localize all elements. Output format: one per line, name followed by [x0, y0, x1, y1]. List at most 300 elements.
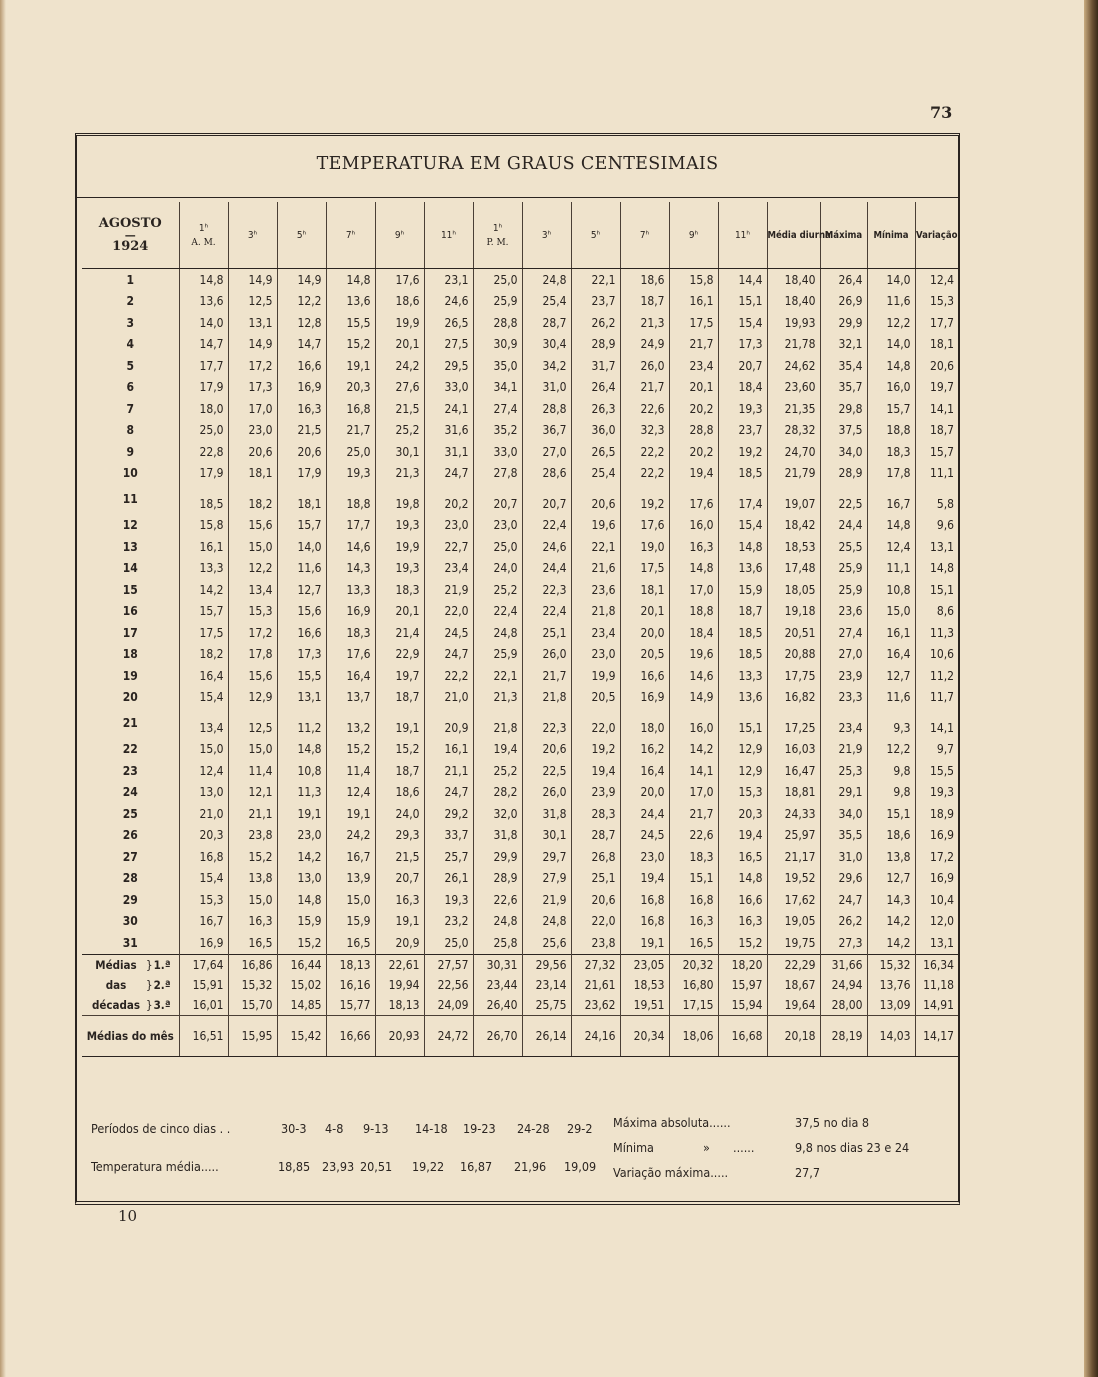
table-title: TEMPERATURA EM GRAUS CENTESIMAIS [316, 154, 719, 174]
table-cell: 29,6 [820, 868, 867, 890]
table-cell: 17,0 [669, 782, 718, 804]
hour-header-8 [522, 202, 571, 269]
table-cell: 21,8 [571, 601, 620, 623]
var-value: 27,7 [795, 1165, 821, 1180]
table-cell: 17,15 [669, 995, 718, 1016]
table-cell: 28,7 [522, 312, 571, 334]
table-cell: 21,3 [620, 312, 669, 334]
table-cell: 18,67 [767, 975, 820, 995]
table-cell: 31,8 [522, 803, 571, 825]
table-cell: 27 [122, 849, 138, 864]
table-cell: 20,51 [767, 622, 820, 644]
table-cell: 31,66 [820, 954, 867, 975]
table-cell: 21,35 [767, 398, 820, 420]
day-row [82, 708, 958, 739]
month-label: AGOSTO [98, 215, 162, 231]
table-cell: 16,47 [767, 760, 820, 782]
table-cell: 15,2 [228, 846, 277, 868]
table-cell: 17,4 [718, 484, 767, 515]
table-cell: 20,3 [179, 825, 228, 847]
table-cell: 29,8 [820, 398, 867, 420]
table-cell: 28,7 [571, 825, 620, 847]
table-cell: 20,34 [620, 1015, 669, 1056]
table-cell: 14,6 [669, 665, 718, 687]
table-cell: 26,70 [473, 1015, 522, 1056]
period-mean-temp: 20,51 [360, 1159, 393, 1174]
table-cell: 22,4 [522, 515, 571, 537]
table-cell: 28,6 [522, 463, 571, 485]
table-cell: 12,8 [277, 312, 326, 334]
table-cell: 14,8 [867, 515, 915, 537]
table-cell: 16,86 [228, 954, 277, 975]
table-cell: 21,6 [571, 558, 620, 580]
table-cell: 25,0 [326, 441, 375, 463]
table-cell: 24,8 [522, 269, 571, 291]
table-cell: 16,9 [915, 825, 958, 847]
table-cell: 19,4 [669, 463, 718, 485]
table-cell: 5 [126, 358, 134, 373]
media-diurna-header: Média diurna [767, 202, 820, 269]
day-row [82, 846, 958, 868]
table-cell: 16,8 [620, 911, 669, 933]
table-cell: 22,1 [571, 269, 620, 291]
table-cell: 20,3 [326, 377, 375, 399]
table-cell: 29,7 [522, 846, 571, 868]
table-cell: 14,9 [228, 269, 277, 291]
period-range: 4-8 [325, 1121, 344, 1136]
table-cell: 16,1 [424, 739, 473, 761]
table-cell: 18,13 [326, 954, 375, 975]
table-cell: 22,7 [424, 536, 473, 558]
table-cell: 19,1 [620, 932, 669, 954]
table-cell: 12,4 [179, 760, 228, 782]
table-cell: 35,5 [820, 825, 867, 847]
table-cell: 14,9 [228, 334, 277, 356]
table-cell: 15,2 [326, 739, 375, 761]
book-spine [1084, 0, 1098, 1377]
table-cell: 13,1 [915, 932, 958, 954]
table-cell: 24 [122, 785, 138, 800]
hour-header-9 [571, 202, 620, 269]
table-cell: 12,5 [228, 291, 277, 313]
period-mean-temp: 23,93 [322, 1159, 355, 1174]
table-cell: 5,8 [915, 484, 958, 515]
period-range: 9-13 [363, 1121, 389, 1136]
table-cell: 26,5 [571, 441, 620, 463]
table-cell: 10,8 [867, 579, 915, 601]
table-cell: 22,29 [767, 954, 820, 975]
table-cell: 24,70 [767, 441, 820, 463]
table-cell: 19,05 [767, 911, 820, 933]
table-cell: 20,7 [473, 484, 522, 515]
table-cell: 15,8 [179, 515, 228, 537]
table-cell: 15,1 [915, 579, 958, 601]
table-cell: 21,8 [473, 708, 522, 739]
table-cell: 21,5 [277, 420, 326, 442]
table-cell: 28,9 [571, 334, 620, 356]
table-cell: 25,9 [473, 644, 522, 666]
table-cell: 15,42 [277, 1015, 326, 1056]
table-cell: 23,44 [473, 975, 522, 995]
table-cell: 17,2 [228, 355, 277, 377]
table-cell: 14,8 [277, 739, 326, 761]
table-cell: 15,91 [179, 975, 228, 995]
table-cell: 21,79 [767, 463, 820, 485]
day-row [82, 558, 958, 580]
table-cell: 18,53 [767, 536, 820, 558]
table-cell: 26,9 [820, 291, 867, 313]
table-cell: 6 [126, 380, 134, 395]
table-cell: 24,4 [522, 558, 571, 580]
brace-mark: } [146, 977, 153, 992]
pm-label: P. M. [486, 237, 509, 248]
table-cell: 19,1 [277, 803, 326, 825]
day-row [82, 579, 958, 601]
table-cell: 35,4 [820, 355, 867, 377]
table-cell: 21,7 [522, 665, 571, 687]
table-cell: 28,9 [473, 868, 522, 890]
table-cell: 19,9 [571, 665, 620, 687]
hour-label: 11ʰ [734, 229, 751, 241]
table-cell: 12,1 [228, 782, 277, 804]
table-cell: 24,62 [767, 355, 820, 377]
table-cell: 12,2 [867, 739, 915, 761]
table-cell: 29,3 [375, 825, 424, 847]
table-cell: 27,0 [820, 644, 867, 666]
table-cell: 20,9 [424, 708, 473, 739]
hour-label: 7ʰ [639, 229, 650, 241]
table-cell: 14 [122, 561, 138, 576]
table-cell: 16,8 [620, 889, 669, 911]
table-cell: 24,09 [424, 995, 473, 1016]
table-cell: 15,1 [867, 803, 915, 825]
table-cell: 25,0 [473, 269, 522, 291]
hour-label: 7ʰ [345, 229, 356, 241]
month-dash: — [124, 228, 136, 242]
table-cell: 14,8 [326, 269, 375, 291]
table-cell: 15,0 [228, 536, 277, 558]
table-cell: 20,0 [620, 782, 669, 804]
table-cell: 11,3 [915, 622, 958, 644]
table-cell: 21,17 [767, 846, 820, 868]
table-cell: 16,8 [326, 398, 375, 420]
hour-label: 5ʰ [296, 229, 307, 241]
decade-label [82, 954, 179, 975]
table-cell: 24,0 [375, 803, 424, 825]
table-cell: 21,9 [424, 579, 473, 601]
table-cell: 21,4 [375, 622, 424, 644]
table-cell: 17,0 [669, 579, 718, 601]
periods-label: Períodos de cinco dias . . [91, 1121, 231, 1136]
day-row [82, 536, 958, 558]
table-cell: 19,7 [915, 377, 958, 399]
hour-label: 11ʰ [440, 229, 457, 241]
table-cell: 21,9 [522, 889, 571, 911]
table-frame [75, 133, 960, 1205]
table-cell: 19,6 [571, 515, 620, 537]
table-cell: 17,5 [620, 558, 669, 580]
table-cell: 14,6 [326, 536, 375, 558]
table-cell: 15,0 [179, 739, 228, 761]
table-cell: 20,6 [277, 441, 326, 463]
table-cell: 29,9 [820, 312, 867, 334]
table-cell: 14,9 [277, 269, 326, 291]
table-cell: 2 [126, 294, 134, 309]
day-row [82, 825, 958, 847]
table-cell: 15,9 [718, 579, 767, 601]
table-cell: 23,0 [228, 420, 277, 442]
table-cell: 9 [126, 444, 134, 459]
table-cell: 15,1 [669, 868, 718, 890]
table-cell: 22,2 [424, 665, 473, 687]
table-cell: 18,81 [767, 782, 820, 804]
table-cell: 21,0 [179, 803, 228, 825]
day-row [82, 515, 958, 537]
table-cell: 19,4 [473, 739, 522, 761]
day-row [82, 739, 958, 761]
table-cell: 26,1 [424, 868, 473, 890]
table-cell: 21,1 [424, 760, 473, 782]
table-cell: 17,8 [228, 644, 277, 666]
table-cell: 14,03 [867, 1015, 915, 1056]
table-cell: 25,8 [473, 932, 522, 954]
table-cell: 19,64 [767, 995, 820, 1016]
table-cell: 23,8 [571, 932, 620, 954]
table-cell: 18,3 [326, 622, 375, 644]
table-cell: 20,18 [767, 1015, 820, 1056]
table-cell: 15,3 [179, 889, 228, 911]
table-cell: 24,7 [424, 644, 473, 666]
decade-ordinal: 3.ª [153, 997, 171, 1012]
brace-mark: } [146, 957, 153, 972]
table-cell: 18,1 [277, 484, 326, 515]
table-cell: 14,2 [669, 739, 718, 761]
table-cell: 24,6 [424, 291, 473, 313]
table-cell: 15,2 [326, 334, 375, 356]
table-cell: 15,0 [228, 889, 277, 911]
table-cell: 14,3 [326, 558, 375, 580]
table-cell: 12,4 [867, 536, 915, 558]
minima-header: Mínima [867, 202, 915, 269]
table-cell: 22,0 [571, 911, 620, 933]
table-cell: 14,8 [277, 889, 326, 911]
table-cell: 13,8 [867, 846, 915, 868]
page-number: 73 [930, 103, 953, 122]
table-cell: 18,7 [718, 601, 767, 623]
day-row [82, 889, 958, 911]
table-cell: 26,8 [571, 846, 620, 868]
table-cell: 16,7 [326, 846, 375, 868]
table-cell: 21,9 [820, 739, 867, 761]
table-cell: 16,66 [326, 1015, 375, 1056]
min-label: Mínima [613, 1140, 654, 1155]
hour-header-1 [179, 202, 228, 269]
table-cell: 19,4 [620, 868, 669, 890]
table-cell: 22,56 [424, 975, 473, 995]
table-cell: 20,7 [718, 355, 767, 377]
table-cell: 13,2 [326, 708, 375, 739]
table-cell: 24,2 [375, 355, 424, 377]
table-cell: 25,0 [424, 932, 473, 954]
table-cell: 17,9 [179, 463, 228, 485]
table-cell: 17,25 [767, 708, 820, 739]
table-cell: 12,4 [915, 269, 958, 291]
table-cell: 30,1 [522, 825, 571, 847]
table-cell: 15,0 [867, 601, 915, 623]
table-cell: 11,1 [867, 558, 915, 580]
table-cell: 14,0 [867, 269, 915, 291]
table-cell: 13,1 [915, 536, 958, 558]
table-cell: 19,2 [718, 441, 767, 463]
table-cell: 31,7 [571, 355, 620, 377]
table-cell: 20 [122, 690, 138, 705]
table-cell: 16,5 [326, 932, 375, 954]
day-row [82, 420, 958, 442]
table-cell: 13,76 [867, 975, 915, 995]
table-cell: 21,8 [522, 687, 571, 709]
table-cell: 16,3 [277, 398, 326, 420]
table-cell: 13,7 [326, 687, 375, 709]
table-cell: 16,6 [277, 622, 326, 644]
table-cell: 14,1 [915, 708, 958, 739]
table-cell: 16,16 [326, 975, 375, 995]
table-cell: 35,0 [473, 355, 522, 377]
table-cell: 18,5 [718, 644, 767, 666]
table-cell: 16,4 [179, 665, 228, 687]
table-cell: 25 [122, 806, 138, 821]
table-cell: 22,9 [375, 644, 424, 666]
table-cell: 18,3 [669, 846, 718, 868]
hour-label: 3ʰ [247, 229, 258, 241]
table-cell: 12,9 [718, 739, 767, 761]
table-cell: 11 [122, 492, 138, 507]
table-cell: 12,2 [867, 312, 915, 334]
table-cell: 24,7 [820, 889, 867, 911]
table-cell: 17,6 [620, 515, 669, 537]
table-cell: 25,2 [473, 579, 522, 601]
table-cell: 33,0 [473, 441, 522, 463]
table-cell: 31,0 [522, 377, 571, 399]
title-rule [77, 197, 958, 198]
table-cell: 25,5 [820, 536, 867, 558]
table-cell: 15,94 [718, 995, 767, 1016]
table-cell: 26,2 [571, 312, 620, 334]
table-cell: 19,75 [767, 932, 820, 954]
table-cell: 19 [122, 668, 138, 683]
table-cell: 24,4 [820, 515, 867, 537]
table-cell: 17,2 [228, 622, 277, 644]
table-cell: 17,48 [767, 558, 820, 580]
table-cell: 23,1 [424, 269, 473, 291]
table-cell: 18,4 [669, 622, 718, 644]
table-cell: 26,4 [820, 269, 867, 291]
table-cell: 16,80 [669, 975, 718, 995]
table-cell: 21,3 [473, 687, 522, 709]
table-cell: 19,3 [915, 782, 958, 804]
table-cell: 18,4 [718, 377, 767, 399]
table-cell: 19,1 [326, 355, 375, 377]
table-cell: 13,3 [718, 665, 767, 687]
table-cell: 18,1 [620, 579, 669, 601]
table-cell: 22,3 [522, 579, 571, 601]
table-cell: 17,64 [179, 954, 228, 975]
day-row [82, 601, 958, 623]
table-cell: 23,62 [571, 995, 620, 1016]
table-cell: 23,0 [277, 825, 326, 847]
table-cell: 25,0 [473, 536, 522, 558]
table-cell: 21,0 [424, 687, 473, 709]
table-cell: 15,7 [179, 601, 228, 623]
table-cell: 11,1 [915, 463, 958, 485]
table-cell: 15,7 [867, 398, 915, 420]
table-cell: 18,6 [620, 269, 669, 291]
decade-row [82, 995, 958, 1016]
table-cell: 8,6 [915, 601, 958, 623]
table-cell: 23,60 [767, 377, 820, 399]
table-cell: 17 [122, 625, 138, 640]
table-cell: 11,4 [228, 760, 277, 782]
day-row [82, 868, 958, 890]
table-cell: 24,8 [473, 622, 522, 644]
table-cell: 11,6 [277, 558, 326, 580]
decade-label [82, 975, 179, 995]
table-cell: 27,4 [473, 398, 522, 420]
table-cell: 16,3 [375, 889, 424, 911]
table-cell: 34,0 [820, 441, 867, 463]
day-row [82, 911, 958, 933]
table-cell: 20,2 [424, 484, 473, 515]
period-mean-temp: 21,96 [514, 1159, 547, 1174]
table-cell: 16,5 [718, 846, 767, 868]
table-cell: 15,5 [326, 312, 375, 334]
decade-ordinal: 2.ª [153, 977, 171, 992]
table-cell: 15,4 [718, 312, 767, 334]
table-cell: 16,7 [867, 484, 915, 515]
table-cell: 18,1 [228, 463, 277, 485]
table-cell: 15,2 [375, 739, 424, 761]
table-cell: 20,6 [228, 441, 277, 463]
table-cell: 22 [122, 742, 138, 757]
table-cell: 16,3 [669, 536, 718, 558]
table-cell: 17,3 [718, 334, 767, 356]
table-cell: 17,6 [669, 484, 718, 515]
table-cell: 15,97 [718, 975, 767, 995]
decade-ordinal: 1.ª [153, 957, 171, 972]
day-row [82, 803, 958, 825]
table-cell: 29,9 [473, 846, 522, 868]
table-cell: 18,6 [375, 782, 424, 804]
table-cell: 16,9 [277, 377, 326, 399]
table-cell: 25,2 [473, 760, 522, 782]
table-cell: 36,7 [522, 420, 571, 442]
table-cell: 19,4 [718, 825, 767, 847]
table-cell: 28,3 [571, 803, 620, 825]
table-cell: 24,72 [424, 1015, 473, 1056]
day-row [82, 355, 958, 377]
brace-mark: } [146, 997, 153, 1012]
table-cell: 16,9 [915, 868, 958, 890]
table-cell: 15 [122, 582, 138, 597]
table-cell: 19,1 [326, 803, 375, 825]
table-cell: 23,4 [571, 622, 620, 644]
table-cell: 13,1 [228, 312, 277, 334]
table-cell: 25,97 [767, 825, 820, 847]
table-cell: 28,9 [820, 463, 867, 485]
table-cell: 22,0 [571, 708, 620, 739]
table-cell: 16,1 [669, 291, 718, 313]
table-cell: 16,03 [767, 739, 820, 761]
table-cell: 27,4 [820, 622, 867, 644]
